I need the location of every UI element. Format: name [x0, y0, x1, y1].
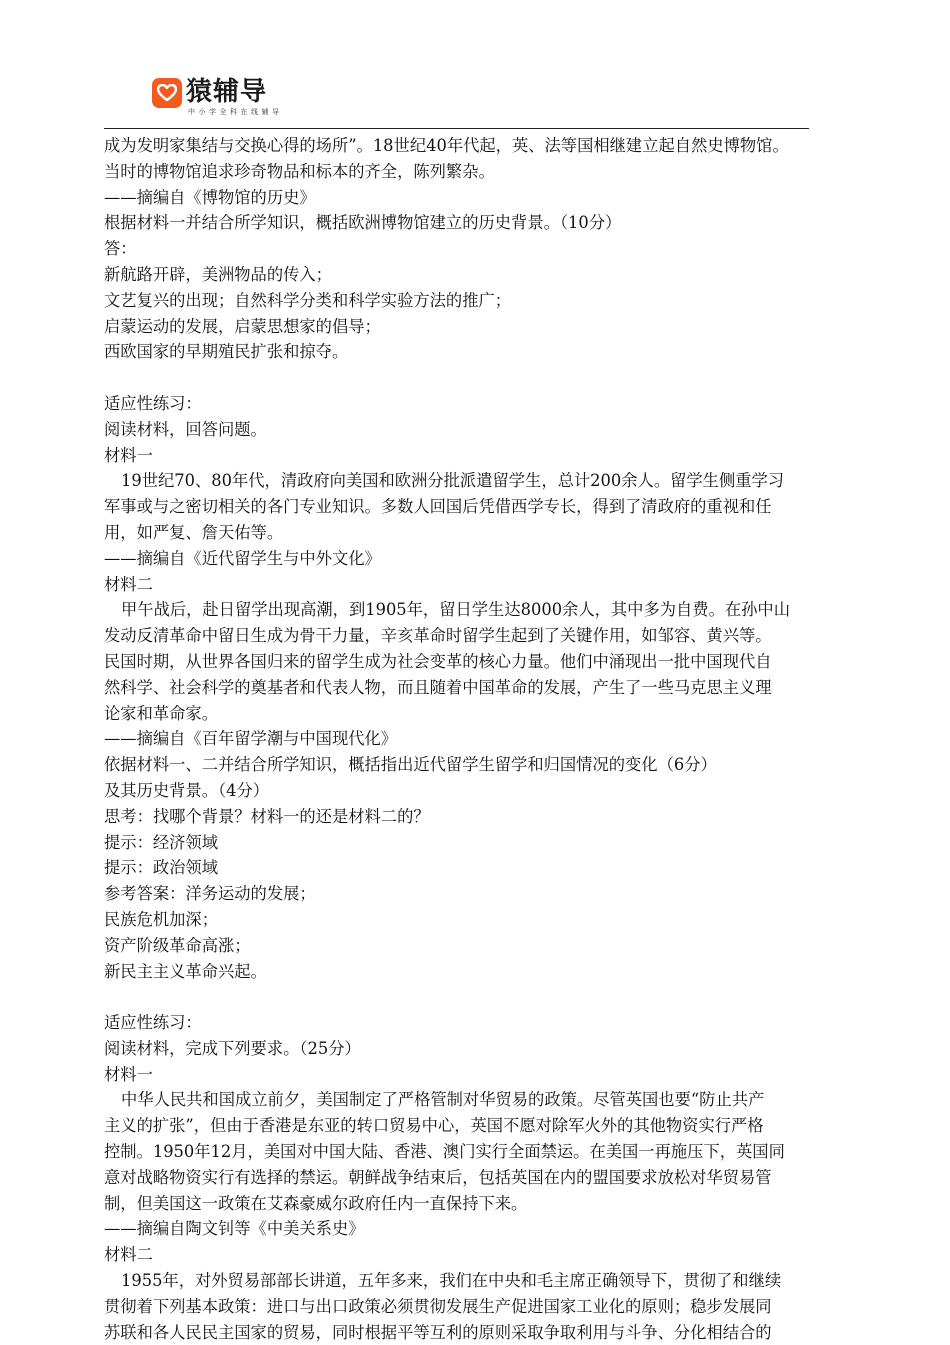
text-line: 论家和革命家。	[104, 703, 218, 723]
text-line: 材料一	[104, 445, 153, 465]
text-line: 意对战略物资实行有选择的禁运。朝鲜战争结束后，包括英国在内的盟国要求放松对华贸易管	[104, 1167, 772, 1187]
header-divider	[104, 128, 809, 129]
text-line: 阅读材料，回答问题。	[104, 419, 267, 439]
text-line: 19世纪70、80年代，清政府向美国和欧洲分批派遣留学生，总计200余人。留学生侧重学习	[121, 471, 785, 491]
text-line: 苏联和各人民民主国家的贸易，同时根据平等互利的原则采取争取利用与斗争、分化相结合的	[104, 1322, 772, 1342]
text-line: 然科学、社会科学的奠基者和代表人物，而且随着中国革命的发展，产生了一些马克思主义理	[104, 677, 772, 697]
logo-tagline: 中小学全科在线辅导	[188, 108, 283, 116]
text-line: ——摘编自陶文钊等《中美关系史》	[104, 1219, 365, 1239]
logo-heart-icon	[152, 78, 182, 108]
text-line: 答：	[104, 239, 137, 259]
text-line: 民族危机加深；	[104, 909, 218, 929]
text-line: 材料一	[104, 1064, 153, 1084]
logo	[152, 78, 283, 117]
text-line: 制，但美国这一政策在艾森豪威尔政府任内一直保持下来。	[104, 1193, 528, 1213]
text-line: 用，如严复、詹天佑等。	[104, 522, 284, 542]
text-line: 1955年，对外贸易部部长讲道，五年多来，我们在中央和毛主席正确领导下，贯彻了和继续	[121, 1271, 782, 1291]
text-line: 依据材料一、二并结合所学知识，概括指出近代留学生留学和归国情况的变化（6分）	[104, 755, 717, 775]
text-line: 启蒙运动的发展，启蒙思想家的倡导；	[104, 316, 381, 336]
text-line: 发动反清革命中留日生成为骨干力量，辛亥革命时留学生起到了关键作用，如邹容、黄兴等。	[104, 626, 772, 646]
text-line: ——摘编自《近代留学生与中外文化》	[104, 548, 381, 568]
text-line: 贯彻着下列基本政策：进口与出口政策必须贯彻发展生产促进国家工业化的原则；稳步发展同	[104, 1296, 772, 1316]
text-line: 军事或与之密切相关的各门专业知识。多数人回国后凭借西学专长，得到了清政府的重视和任	[104, 497, 772, 517]
text-line: 控制。1950年12月，美国对中国大陆、香港、澳门实行全面禁运。在美国一再施压下，英国同	[104, 1142, 785, 1162]
text-line: 提示：政治领域	[104, 858, 218, 878]
text-line: 中华人民共和国成立前夕，美国制定了严格管制对华贸易的政策。尽管英国也要“防止共产	[121, 1090, 765, 1110]
text-line: 材料二	[104, 574, 153, 594]
text-line: 适应性练习：	[104, 1013, 202, 1033]
text-line: 提示：经济领域	[104, 832, 218, 852]
text-line: ——摘编自《百年留学潮与中国现代化》	[104, 729, 398, 749]
text-line: 甲午战后，赴日留学出现高潮，到1905年，留日学生达8000余人，其中多为自费。在孙中山	[121, 600, 790, 620]
text-line: 根据材料一并结合所学知识，概括欧洲博物馆建立的历史背景。（10分）	[104, 213, 622, 233]
text-line: 阅读材料，完成下列要求。（25分）	[104, 1038, 361, 1058]
text-line: 资产阶级革命高涨；	[104, 935, 251, 955]
text-line: 思考：找哪个背景？材料一的还是材料二的？	[104, 806, 430, 826]
text-line: 新航路开辟，美洲物品的传入；	[104, 264, 332, 284]
text-line: 参考答案：洋务运动的发展；	[104, 884, 316, 904]
text-line: 及其历史背景。（4分）	[104, 780, 270, 800]
blank-line	[104, 984, 904, 1010]
text-line: 民国时期，从世界各国归来的留学生成为社会变革的核心力量。他们中涌现出一批中国现代自	[104, 651, 772, 671]
text-line: 文艺复兴的出现；自然科学分类和科学实验方法的推广；	[104, 290, 512, 310]
text-line: 成为发明家集结与交换心得的场所”。18世纪40年代起，英、法等国相继建立起自然史博物馆。	[104, 136, 789, 155]
text-line: 适应性练习：	[104, 393, 202, 413]
text-line: 主义的扩张”，但由于香港是东亚的转口贸易中心，英国不愿对除军火外的其他物资实行严格	[104, 1116, 764, 1136]
text-line: 材料二	[104, 1245, 153, 1265]
text-line: ——摘编自《博物馆的历史》	[104, 187, 316, 207]
blank-line	[104, 365, 904, 391]
text-line: 当时的博物馆追求珍奇物品和标本的齐全，陈列繁杂。	[104, 161, 495, 181]
text-line: 西欧国家的早期殖民扩张和掠夺。	[104, 342, 349, 362]
logo-name: 猿辅导	[186, 77, 268, 107]
text-line: 新民主主义革命兴起。	[104, 961, 267, 981]
document-body	[104, 133, 904, 1345]
